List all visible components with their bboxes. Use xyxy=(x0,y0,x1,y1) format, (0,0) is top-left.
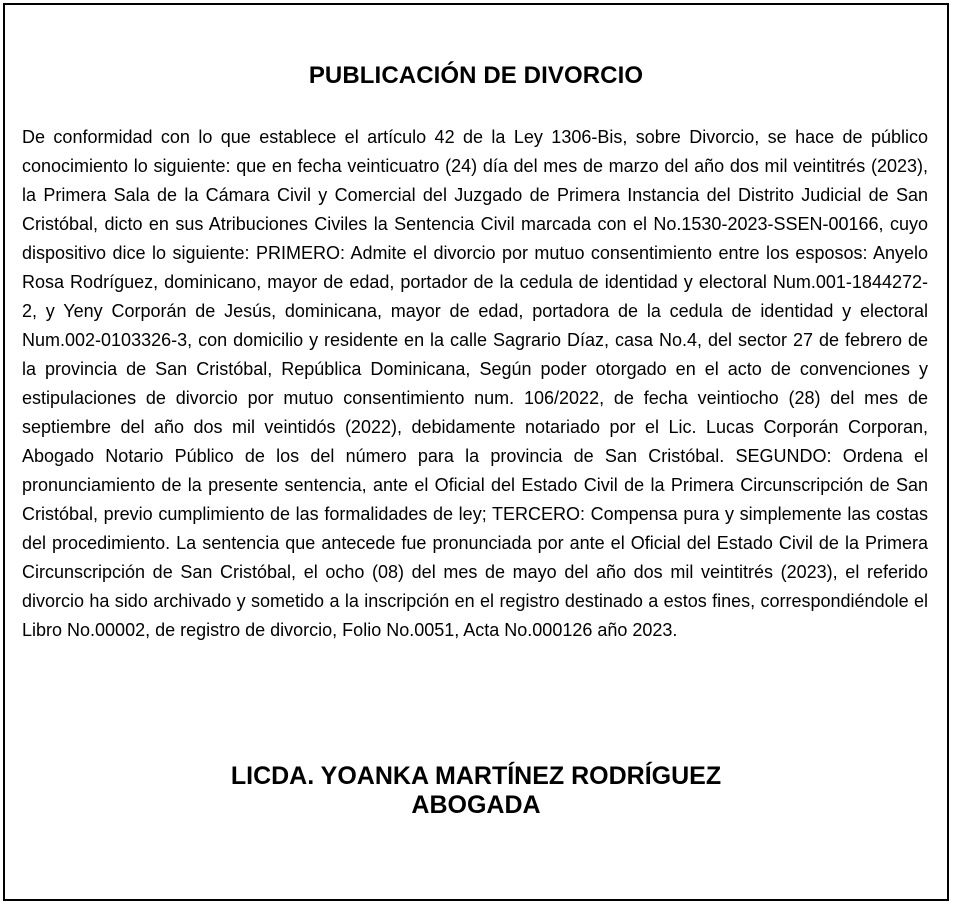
signature-name: LICDA. YOANKA MARTÍNEZ RODRÍGUEZ xyxy=(230,762,722,790)
notice-title: PUBLICACIÓN DE DIVORCIO xyxy=(308,62,644,89)
signature-block xyxy=(5,762,947,820)
signature-role: ABOGADA xyxy=(411,791,541,819)
notice-body: De conformidad con lo que establece el artículo 42 de la Ley 1306-Bis, sobre Divorcio, se hace de público conocimiento lo siguiente: que en fecha veinticuatro (24) día del mes de marzo del año dos mil veintitrés (2023), la Primera Sala de la Cámara Civil y Comercial del Juzgado de Primera Instancia del Distrito Judicial de San Cristóbal, dicto en sus Atribuciones Civiles la Sentencia Civil marcada con el No.1530-2023-SSEN-00166, cuyo dispositivo dice lo siguiente: PRIMERO: Admite el divorcio por mutuo consentimiento entre los esposos: Anyelo Rosa Rodríguez, dominicano, mayor de edad, portador de la cedula de identidad y electoral Num.001-1844272-2, y Yeny Corporán de Jesús, dominicana, mayor de edad, portadora de la cedula de identidad y electoral Num.002-0103326-3, con domicilio y residente en la calle Sagrario Díaz, casa No.4, del sector 27 de febrero de la provincia de San Cristóbal, República Dominicana, Según poder otorgado en el acto de convenciones y estipulaciones de divorcio por mutuo consentimiento num. 106/2022, de fecha veintiocho (28) del mes de septiembre del año dos mil veintidós (2022), debidamente notariado por el Lic. Lucas Corporán Corporan, Abogado Notario Público de los del número para la provincia de San Cristóbal. SEGUNDO: Ordena el pronunciamiento de la presente sentencia, ante el Oficial del Estado Civil de la Primera Circunscripción de San Cristóbal, previo cumplimiento de las formalidades de ley; TERCERO: Compensa pura y simplemente las costas del procedimiento. La sentencia que antecede fue pronunciada por ante el Oficial del Estado Civil de la Primera Circunscripción de San Cristóbal, el ocho (08) del mes de mayo del año dos mil veintitrés (2023), el referido divorcio ha sido archivado y sometido a la inscripción en el registro destinado a estos fines, correspondiéndole el Libro No.00002, de registro de divorcio, Folio No.0051, Acta No.000126 año 2023. xyxy=(22,127,928,640)
notice-frame xyxy=(3,3,949,901)
